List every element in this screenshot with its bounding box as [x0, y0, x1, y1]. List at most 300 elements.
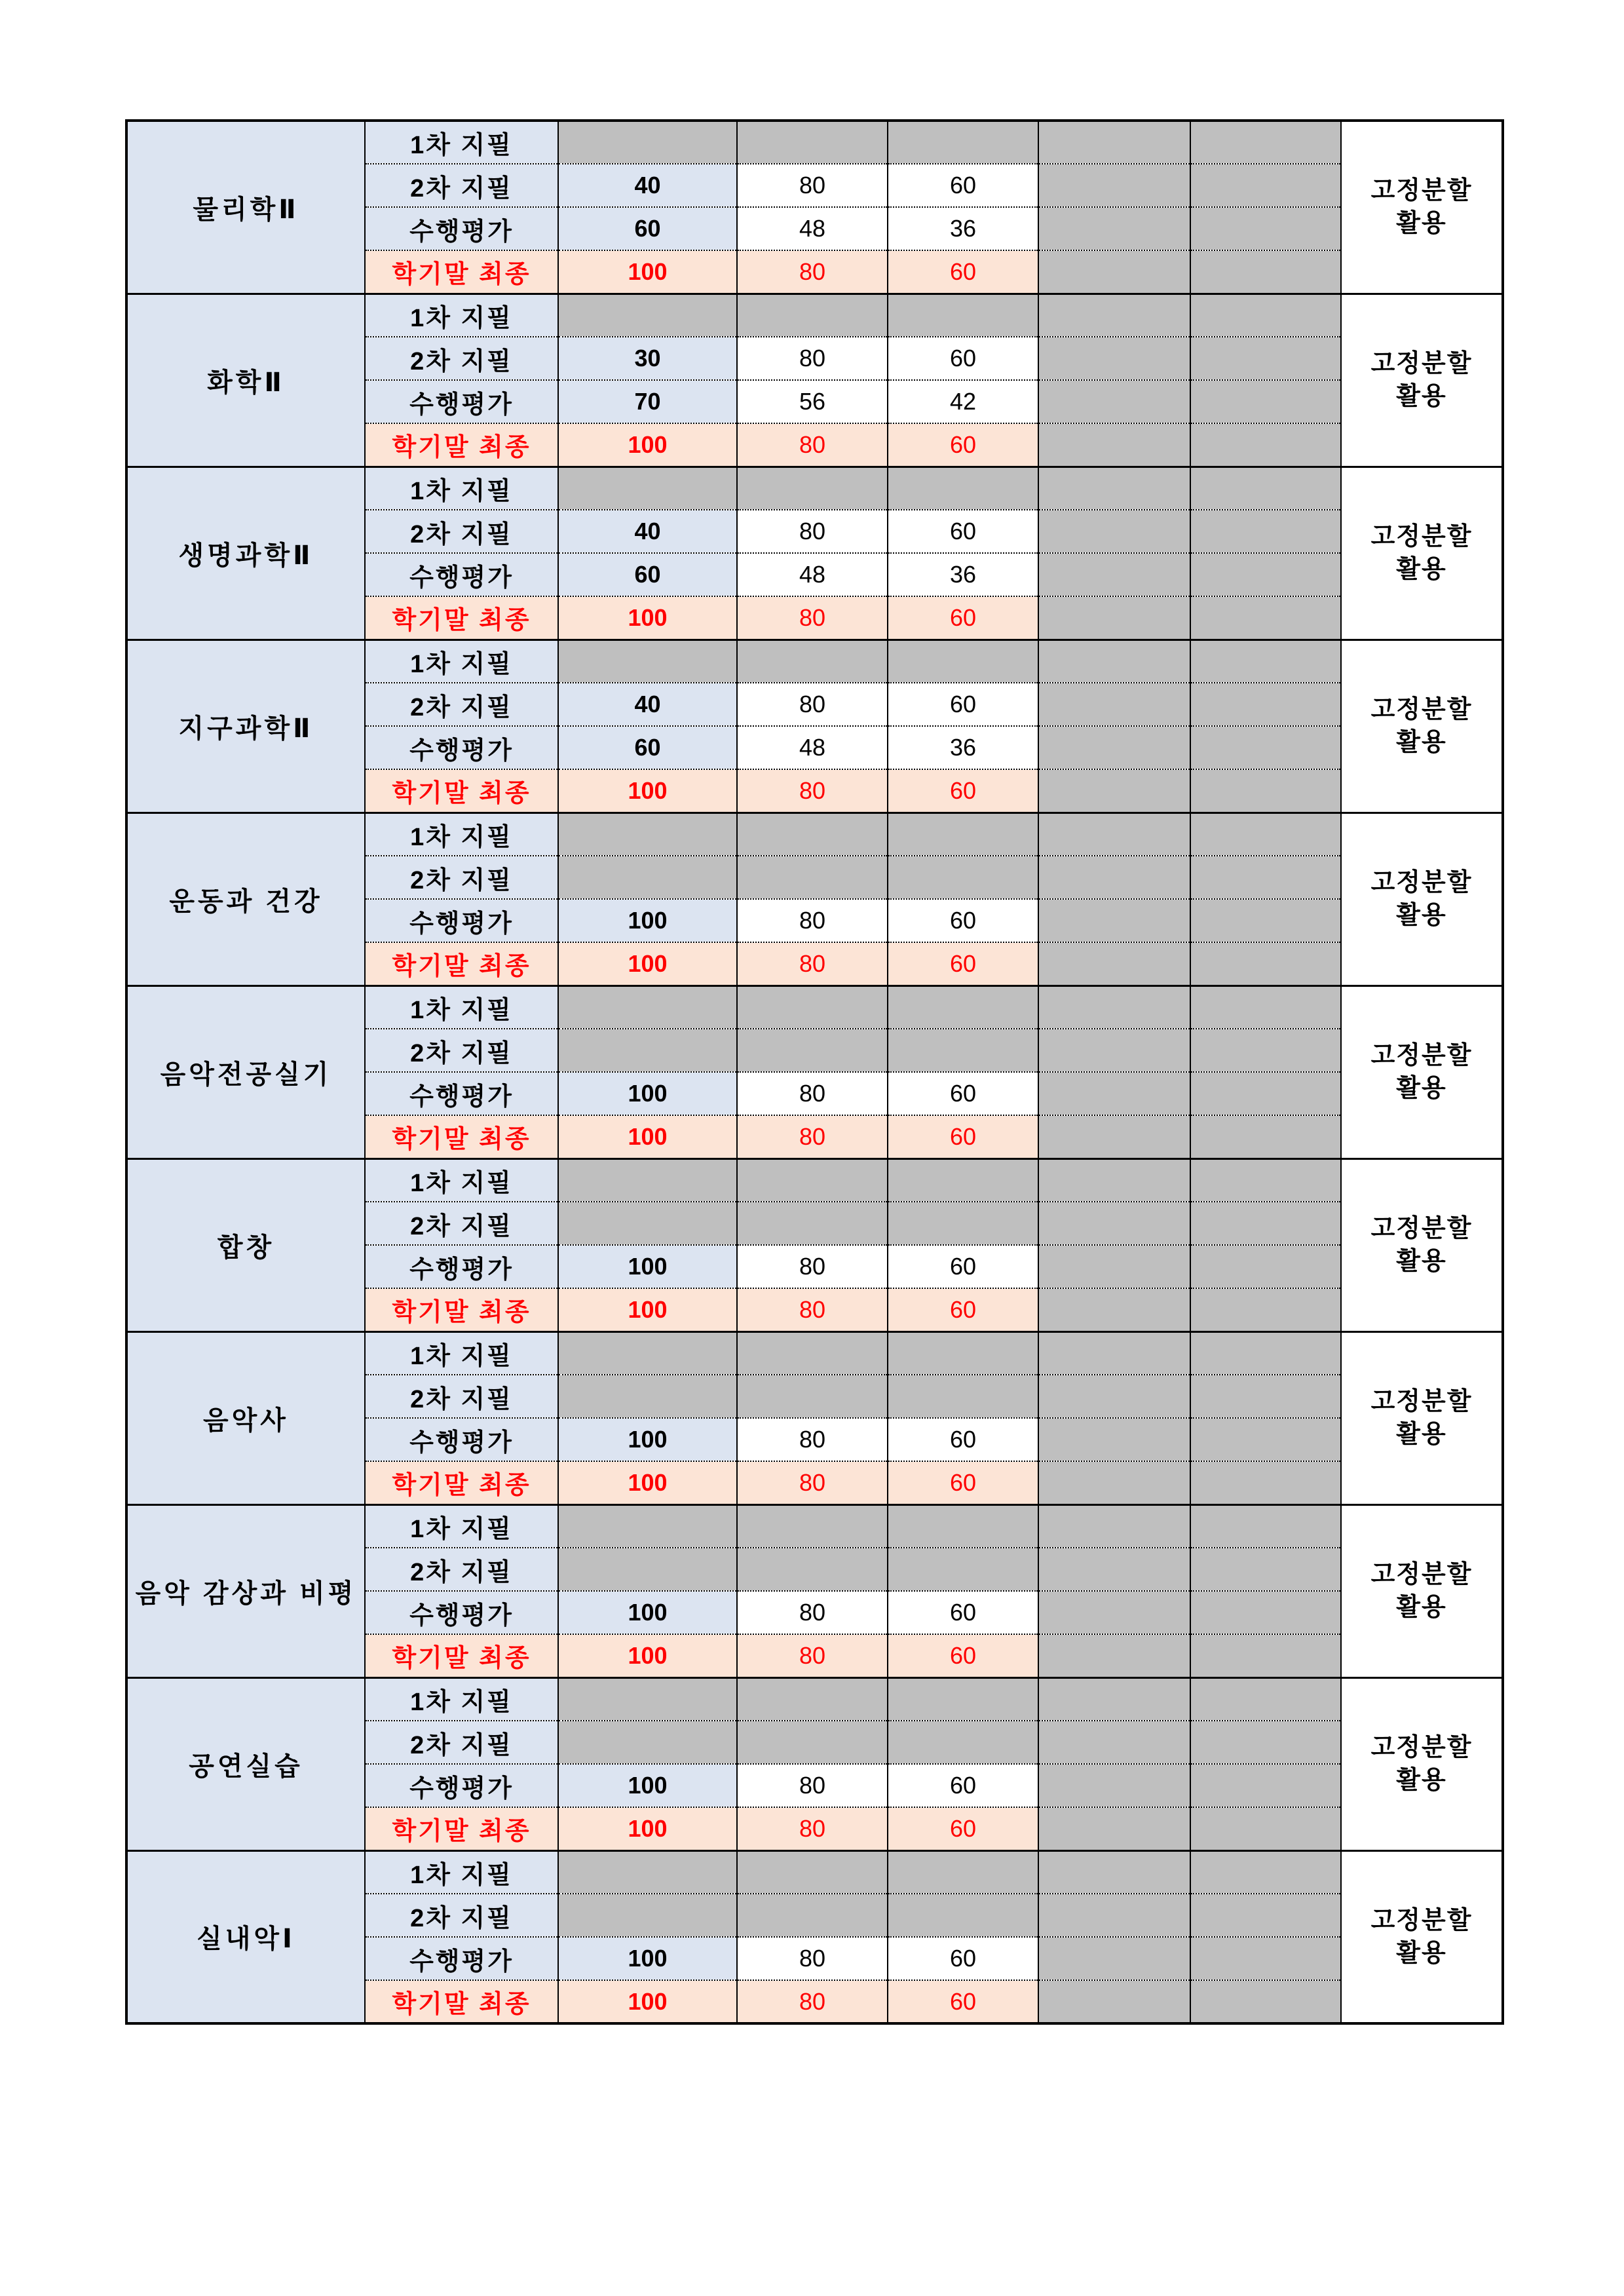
converted-score-cell: 60 [888, 164, 1038, 207]
method-note-line: 고정분할 [1370, 1560, 1473, 1588]
assessment-label-cell: 1차 지필 [365, 1850, 558, 1894]
method-note-cell [1341, 1677, 1503, 1850]
weight-cell: 100 [558, 1937, 737, 1980]
empty-grey-cell [1038, 423, 1190, 467]
converted-score-cell: 80 [737, 337, 888, 380]
empty-grey-cell [1038, 596, 1190, 640]
empty-grey-cell [888, 467, 1038, 510]
empty-grey-cell [1190, 467, 1341, 510]
weight-cell: 40 [558, 510, 737, 553]
final-score-cell: 60 [888, 596, 1038, 640]
method-note-line: 고정분할 [1370, 349, 1473, 377]
empty-grey-cell [1190, 1850, 1341, 1894]
empty-grey-cell [1038, 640, 1190, 683]
converted-score-cell: 60 [888, 683, 1038, 726]
empty-grey-cell [1190, 1677, 1341, 1721]
final-score-cell: 100 [558, 596, 737, 640]
empty-grey-cell [1038, 726, 1190, 769]
empty-grey-cell [1190, 1764, 1341, 1807]
empty-grey-cell [1038, 899, 1190, 942]
empty-grey-cell [737, 1158, 888, 1202]
empty-grey-cell [1038, 510, 1190, 553]
empty-grey-cell [1038, 1764, 1190, 1807]
empty-grey-cell [1190, 294, 1341, 337]
empty-grey-cell [1190, 337, 1341, 380]
final-score-cell: 80 [737, 1634, 888, 1677]
assessment-label-cell: 수행평가 [365, 1591, 558, 1634]
empty-grey-cell [1190, 1937, 1341, 1980]
method-note-cell [1341, 294, 1503, 467]
empty-grey-cell [737, 985, 888, 1029]
empty-grey-cell [1190, 813, 1341, 856]
method-note-cell [1341, 1850, 1503, 2023]
table-row [126, 1331, 1503, 1375]
empty-grey-cell [1038, 1807, 1190, 1850]
empty-grey-cell [1190, 985, 1341, 1029]
table-row [126, 985, 1503, 1029]
converted-score-cell: 60 [888, 1591, 1038, 1634]
subject-cell: 음악 감상과 비평 [126, 1504, 365, 1677]
assessment-label-cell: 1차 지필 [365, 985, 558, 1029]
empty-grey-cell [1038, 1461, 1190, 1504]
empty-grey-cell [1038, 1721, 1190, 1764]
converted-score-cell: 56 [737, 380, 888, 423]
table-row [126, 467, 1503, 510]
final-score-cell: 100 [558, 423, 737, 467]
weight-cell: 100 [558, 1072, 737, 1115]
empty-grey-cell [558, 1894, 737, 1937]
assessment-label-cell: 1차 지필 [365, 121, 558, 164]
empty-grey-cell [737, 640, 888, 683]
assessment-label-cell: 수행평가 [365, 1245, 558, 1288]
assessment-label-cell: 학기말 최종 [365, 1980, 558, 2023]
assessment-label-cell: 2차 지필 [365, 1894, 558, 1937]
empty-grey-cell [1190, 1894, 1341, 1937]
final-score-cell: 60 [888, 1288, 1038, 1331]
empty-grey-cell [1038, 856, 1190, 899]
empty-grey-cell [558, 1548, 737, 1591]
final-score-cell: 80 [737, 1807, 888, 1850]
empty-grey-cell [558, 1375, 737, 1418]
empty-grey-cell [1038, 1677, 1190, 1721]
final-score-cell: 60 [888, 769, 1038, 813]
final-score-cell: 100 [558, 942, 737, 985]
assessment-label-cell: 수행평가 [365, 1418, 558, 1461]
assessment-label-cell: 2차 지필 [365, 856, 558, 899]
empty-grey-cell [1038, 380, 1190, 423]
final-score-cell: 80 [737, 250, 888, 294]
empty-grey-cell [1038, 164, 1190, 207]
empty-grey-cell [1190, 207, 1341, 250]
assessment-label-cell: 1차 지필 [365, 640, 558, 683]
converted-score-cell: 80 [737, 1764, 888, 1807]
method-note-line: 고정분할 [1370, 1214, 1473, 1242]
assessment-label-cell: 수행평가 [365, 1937, 558, 1980]
empty-grey-cell [1190, 942, 1341, 985]
method-note-line: 활용 [1396, 1594, 1447, 1621]
empty-grey-cell [737, 467, 888, 510]
empty-grey-cell [1038, 1418, 1190, 1461]
weight-cell: 100 [558, 1764, 737, 1807]
method-note-cell [1341, 985, 1503, 1158]
empty-grey-cell [1038, 1245, 1190, 1288]
empty-grey-cell [1038, 250, 1190, 294]
weight-cell: 40 [558, 683, 737, 726]
empty-grey-cell [1038, 1980, 1190, 2023]
final-score-cell: 100 [558, 1634, 737, 1677]
assessment-label-cell: 1차 지필 [365, 1158, 558, 1202]
empty-grey-cell [558, 1504, 737, 1548]
assessment-label-cell: 2차 지필 [365, 1029, 558, 1072]
converted-score-cell: 36 [888, 726, 1038, 769]
method-note-line: 활용 [1396, 210, 1447, 238]
assessment-label-cell: 2차 지필 [365, 1375, 558, 1418]
empty-grey-cell [558, 1331, 737, 1375]
assessment-label-cell: 2차 지필 [365, 1202, 558, 1245]
empty-grey-cell [1190, 1288, 1341, 1331]
method-note-line: 활용 [1396, 1939, 1447, 1967]
weight-cell: 70 [558, 380, 737, 423]
subject-cell: 음악사 [126, 1331, 365, 1504]
empty-grey-cell [737, 1331, 888, 1375]
empty-grey-cell [558, 1850, 737, 1894]
empty-grey-cell [1190, 1072, 1341, 1115]
empty-grey-cell [1190, 899, 1341, 942]
weight-cell: 100 [558, 899, 737, 942]
assessment-label-cell: 수행평가 [365, 726, 558, 769]
assessment-label-cell: 1차 지필 [365, 1504, 558, 1548]
assessment-label-cell: 학기말 최종 [365, 596, 558, 640]
empty-grey-cell [1190, 1158, 1341, 1202]
empty-grey-cell [1190, 1634, 1341, 1677]
method-note-line: 활용 [1396, 1421, 1447, 1448]
empty-grey-cell [737, 1202, 888, 1245]
empty-grey-cell [737, 856, 888, 899]
assessment-table-body [126, 121, 1503, 2023]
final-score-cell: 60 [888, 1807, 1038, 1850]
empty-grey-cell [737, 1721, 888, 1764]
assessment-label-cell: 1차 지필 [365, 467, 558, 510]
weight-cell: 100 [558, 1591, 737, 1634]
empty-grey-cell [558, 985, 737, 1029]
converted-score-cell: 60 [888, 1418, 1038, 1461]
empty-grey-cell [1038, 1634, 1190, 1677]
assessment-label-cell: 2차 지필 [365, 1721, 558, 1764]
empty-grey-cell [737, 1677, 888, 1721]
method-note-line: 고정분할 [1370, 695, 1473, 723]
converted-score-cell: 48 [737, 553, 888, 596]
converted-score-cell: 48 [737, 726, 888, 769]
empty-grey-cell [558, 1158, 737, 1202]
empty-grey-cell [888, 640, 1038, 683]
empty-grey-cell [1038, 942, 1190, 985]
final-score-cell: 60 [888, 942, 1038, 985]
final-score-cell: 100 [558, 1807, 737, 1850]
empty-grey-cell [888, 985, 1038, 1029]
assessment-label-cell: 학기말 최종 [365, 250, 558, 294]
empty-grey-cell [558, 121, 737, 164]
assessment-label-cell: 수행평가 [365, 1764, 558, 1807]
assessment-label-cell: 2차 지필 [365, 683, 558, 726]
empty-grey-cell [888, 1677, 1038, 1721]
empty-grey-cell [888, 1504, 1038, 1548]
assessment-label-cell: 학기말 최종 [365, 1807, 558, 1850]
converted-score-cell: 80 [737, 164, 888, 207]
assessment-label-cell: 1차 지필 [365, 1677, 558, 1721]
empty-grey-cell [737, 1548, 888, 1591]
empty-grey-cell [737, 1029, 888, 1072]
method-note-cell [1341, 640, 1503, 813]
weight-cell: 100 [558, 1418, 737, 1461]
method-note-line: 고정분할 [1370, 868, 1473, 896]
method-note-cell [1341, 467, 1503, 640]
weight-cell: 100 [558, 1245, 737, 1288]
converted-score-cell: 60 [888, 1245, 1038, 1288]
converted-score-cell: 60 [888, 1937, 1038, 1980]
empty-grey-cell [1038, 337, 1190, 380]
empty-grey-cell [1190, 121, 1341, 164]
assessment-label-cell: 학기말 최종 [365, 769, 558, 813]
empty-grey-cell [558, 1677, 737, 1721]
empty-grey-cell [1038, 553, 1190, 596]
empty-grey-cell [1038, 813, 1190, 856]
empty-grey-cell [1190, 380, 1341, 423]
converted-score-cell: 60 [888, 510, 1038, 553]
method-note-line: 활용 [1396, 556, 1447, 583]
final-score-cell: 60 [888, 1461, 1038, 1504]
table-row [126, 1850, 1503, 1894]
empty-grey-cell [1190, 640, 1341, 683]
empty-grey-cell [1038, 1548, 1190, 1591]
final-score-cell: 80 [737, 1115, 888, 1158]
empty-grey-cell [888, 294, 1038, 337]
method-note-cell [1341, 1504, 1503, 1677]
method-note-line: 활용 [1396, 1248, 1447, 1275]
converted-score-cell: 60 [888, 899, 1038, 942]
empty-grey-cell [1038, 683, 1190, 726]
empty-grey-cell [1190, 1807, 1341, 1850]
empty-grey-cell [1190, 1375, 1341, 1418]
assessment-label-cell: 학기말 최종 [365, 1115, 558, 1158]
empty-grey-cell [1038, 1894, 1190, 1937]
final-score-cell: 80 [737, 1288, 888, 1331]
empty-grey-cell [888, 1158, 1038, 1202]
empty-grey-cell [737, 1504, 888, 1548]
final-score-cell: 100 [558, 1980, 737, 2023]
empty-grey-cell [1190, 164, 1341, 207]
empty-grey-cell [1038, 1850, 1190, 1894]
assessment-label-cell: 수행평가 [365, 380, 558, 423]
empty-grey-cell [888, 1850, 1038, 1894]
weight-cell: 60 [558, 726, 737, 769]
empty-grey-cell [737, 1894, 888, 1937]
empty-grey-cell [558, 467, 737, 510]
assessment-table [125, 119, 1504, 2025]
subject-cell: 음악전공실기 [126, 985, 365, 1158]
empty-grey-cell [1038, 1115, 1190, 1158]
empty-grey-cell [1190, 683, 1341, 726]
empty-grey-cell [1038, 1029, 1190, 1072]
empty-grey-cell [1190, 250, 1341, 294]
assessment-label-cell: 2차 지필 [365, 510, 558, 553]
empty-grey-cell [1038, 1937, 1190, 1980]
empty-grey-cell [1190, 1418, 1341, 1461]
table-row [126, 1677, 1503, 1721]
empty-grey-cell [558, 294, 737, 337]
empty-grey-cell [1190, 1591, 1341, 1634]
assessment-label-cell: 2차 지필 [365, 337, 558, 380]
table-row [126, 640, 1503, 683]
table-row [126, 813, 1503, 856]
weight-cell: 30 [558, 337, 737, 380]
converted-score-cell: 80 [737, 1072, 888, 1115]
final-score-cell: 80 [737, 596, 888, 640]
empty-grey-cell [1038, 769, 1190, 813]
subject-cell: 운동과 건강 [126, 813, 365, 985]
empty-grey-cell [1038, 467, 1190, 510]
empty-grey-cell [1190, 1548, 1341, 1591]
empty-grey-cell [558, 1029, 737, 1072]
final-score-cell: 80 [737, 1980, 888, 2023]
assessment-label-cell: 수행평가 [365, 553, 558, 596]
empty-grey-cell [1038, 1331, 1190, 1375]
empty-grey-cell [1190, 510, 1341, 553]
method-note-line: 활용 [1396, 383, 1447, 410]
subject-cell: 지구과학Ⅱ [126, 640, 365, 813]
empty-grey-cell [1038, 985, 1190, 1029]
converted-score-cell: 48 [737, 207, 888, 250]
empty-grey-cell [1190, 1504, 1341, 1548]
method-note-line: 고정분할 [1370, 1906, 1473, 1934]
empty-grey-cell [1190, 1115, 1341, 1158]
empty-grey-cell [888, 1721, 1038, 1764]
empty-grey-cell [737, 121, 888, 164]
empty-grey-cell [1190, 1029, 1341, 1072]
weight-cell: 60 [558, 207, 737, 250]
final-score-cell: 60 [888, 1634, 1038, 1677]
assessment-label-cell: 학기말 최종 [365, 1461, 558, 1504]
converted-score-cell: 80 [737, 510, 888, 553]
empty-grey-cell [1190, 423, 1341, 467]
assessment-label-cell: 1차 지필 [365, 294, 558, 337]
empty-grey-cell [1190, 596, 1341, 640]
converted-score-cell: 36 [888, 207, 1038, 250]
method-note-line: 고정분할 [1370, 1733, 1473, 1761]
empty-grey-cell [1038, 1504, 1190, 1548]
empty-grey-cell [888, 1375, 1038, 1418]
method-note-cell [1341, 813, 1503, 985]
assessment-label-cell: 학기말 최종 [365, 942, 558, 985]
table-row [126, 1504, 1503, 1548]
converted-score-cell: 80 [737, 899, 888, 942]
subject-cell: 공연실습 [126, 1677, 365, 1850]
assessment-label-cell: 학기말 최종 [365, 1288, 558, 1331]
table-row [126, 294, 1503, 337]
converted-score-cell: 80 [737, 683, 888, 726]
empty-grey-cell [1190, 1202, 1341, 1245]
assessment-label-cell: 학기말 최종 [365, 1634, 558, 1677]
empty-grey-cell [1038, 1202, 1190, 1245]
empty-grey-cell [888, 813, 1038, 856]
converted-score-cell: 60 [888, 1764, 1038, 1807]
assessment-label-cell: 수행평가 [365, 207, 558, 250]
empty-grey-cell [1038, 207, 1190, 250]
method-note-line: 활용 [1396, 1075, 1447, 1102]
converted-score-cell: 80 [737, 1591, 888, 1634]
empty-grey-cell [558, 1202, 737, 1245]
method-note-line: 고정분할 [1370, 522, 1473, 550]
final-score-cell: 60 [888, 423, 1038, 467]
final-score-cell: 80 [737, 423, 888, 467]
method-note-line: 활용 [1396, 729, 1447, 756]
converted-score-cell: 60 [888, 337, 1038, 380]
final-score-cell: 100 [558, 1115, 737, 1158]
assessment-label-cell: 1차 지필 [365, 1331, 558, 1375]
subject-cell: 물리학Ⅱ [126, 121, 365, 294]
empty-grey-cell [1190, 726, 1341, 769]
converted-score-cell: 80 [737, 1245, 888, 1288]
weight-cell: 40 [558, 164, 737, 207]
empty-grey-cell [888, 1202, 1038, 1245]
method-note-line: 고정분할 [1370, 1041, 1473, 1069]
table-row [126, 1158, 1503, 1202]
empty-grey-cell [1190, 1245, 1341, 1288]
empty-grey-cell [1190, 856, 1341, 899]
empty-grey-cell [1038, 1158, 1190, 1202]
empty-grey-cell [1038, 121, 1190, 164]
empty-grey-cell [888, 1029, 1038, 1072]
empty-grey-cell [888, 1894, 1038, 1937]
final-score-cell: 60 [888, 250, 1038, 294]
empty-grey-cell [1190, 1980, 1341, 2023]
empty-grey-cell [1038, 1375, 1190, 1418]
assessment-label-cell: 2차 지필 [365, 1548, 558, 1591]
subject-cell: 합창 [126, 1158, 365, 1331]
converted-score-cell: 42 [888, 380, 1038, 423]
method-note-cell [1341, 1158, 1503, 1331]
empty-grey-cell [1190, 1331, 1341, 1375]
subject-cell: 생명과학Ⅱ [126, 467, 365, 640]
empty-grey-cell [558, 856, 737, 899]
empty-grey-cell [737, 1850, 888, 1894]
final-score-cell: 80 [737, 942, 888, 985]
converted-score-cell: 80 [737, 1418, 888, 1461]
assessment-label-cell: 수행평가 [365, 899, 558, 942]
final-score-cell: 100 [558, 1288, 737, 1331]
empty-grey-cell [888, 1548, 1038, 1591]
method-note-line: 활용 [1396, 902, 1447, 929]
converted-score-cell: 80 [737, 1937, 888, 1980]
empty-grey-cell [1190, 1461, 1341, 1504]
final-score-cell: 100 [558, 769, 737, 813]
method-note-cell [1341, 121, 1503, 294]
empty-grey-cell [1190, 1721, 1341, 1764]
empty-grey-cell [1038, 1591, 1190, 1634]
empty-grey-cell [737, 294, 888, 337]
empty-grey-cell [737, 813, 888, 856]
final-score-cell: 80 [737, 1461, 888, 1504]
subject-cell: 실내악Ⅰ [126, 1850, 365, 2023]
empty-grey-cell [888, 121, 1038, 164]
weight-cell: 60 [558, 553, 737, 596]
assessment-label-cell: 1차 지필 [365, 813, 558, 856]
final-score-cell: 60 [888, 1115, 1038, 1158]
empty-grey-cell [558, 813, 737, 856]
final-score-cell: 100 [558, 250, 737, 294]
empty-grey-cell [1190, 553, 1341, 596]
assessment-label-cell: 수행평가 [365, 1072, 558, 1115]
empty-grey-cell [1038, 1288, 1190, 1331]
